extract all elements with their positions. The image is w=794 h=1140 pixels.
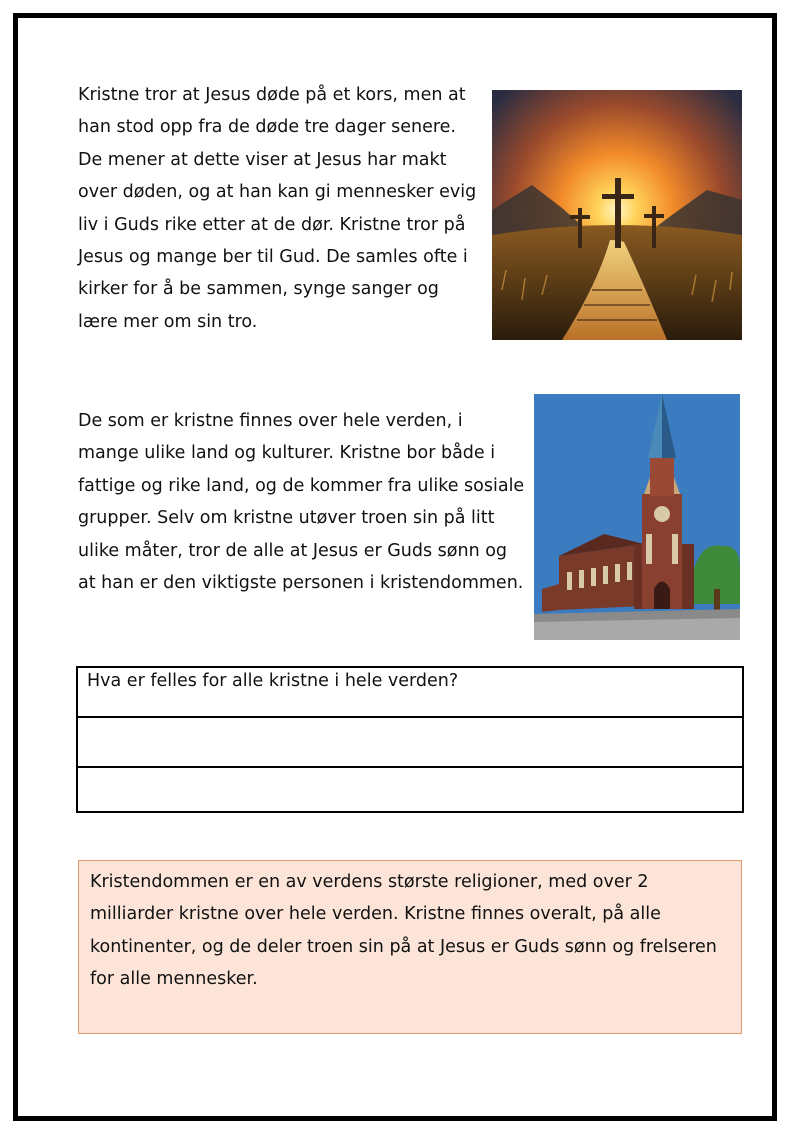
church-illustration — [534, 394, 740, 640]
three-crosses-sunset-illustration — [492, 90, 742, 340]
question-text: Hva er felles for alle kristne i hele verden? — [87, 671, 459, 691]
answer-line-1[interactable] — [78, 718, 742, 768]
world-paragraph: De som er kristne finnes over hele verden, i mange ulike land og kulturer. Kristne bor både i fattige og rike land, og de kommer fra ulike sosiale grupper. Selv om kristne utøver troen sin på litt ulike måter, tror de alle at Jesus er Guds sønn og at han er den viktigste personen i kristendommen. — [78, 411, 525, 594]
question-row — [78, 668, 742, 718]
question-table — [76, 666, 744, 813]
fact-box — [78, 860, 742, 1034]
intro-paragraph: Kristne tror at Jesus døde på et kors, men at han stod opp fra de døde tre dager senere. De mener at dette viser at Jesus har makt over døden, og at han kan gi mennesker evig liv i Guds rike etter at de dør. Kristne tror på Jesus og mange ber til Gud. De samles ofte i kirker for å be sammen, synge sanger og lære mer om sin tro. — [78, 85, 477, 332]
fact-box-text: Kristendommen er en av verdens største religioner, med over 2 milliarder kristne over hele verden. Kristne finnes overalt, på alle kontinenter, og de deler troen sin på at Jesus er Guds sønn og frelseren for alle mennesker. — [90, 872, 717, 990]
answer-line-2[interactable] — [78, 768, 742, 813]
